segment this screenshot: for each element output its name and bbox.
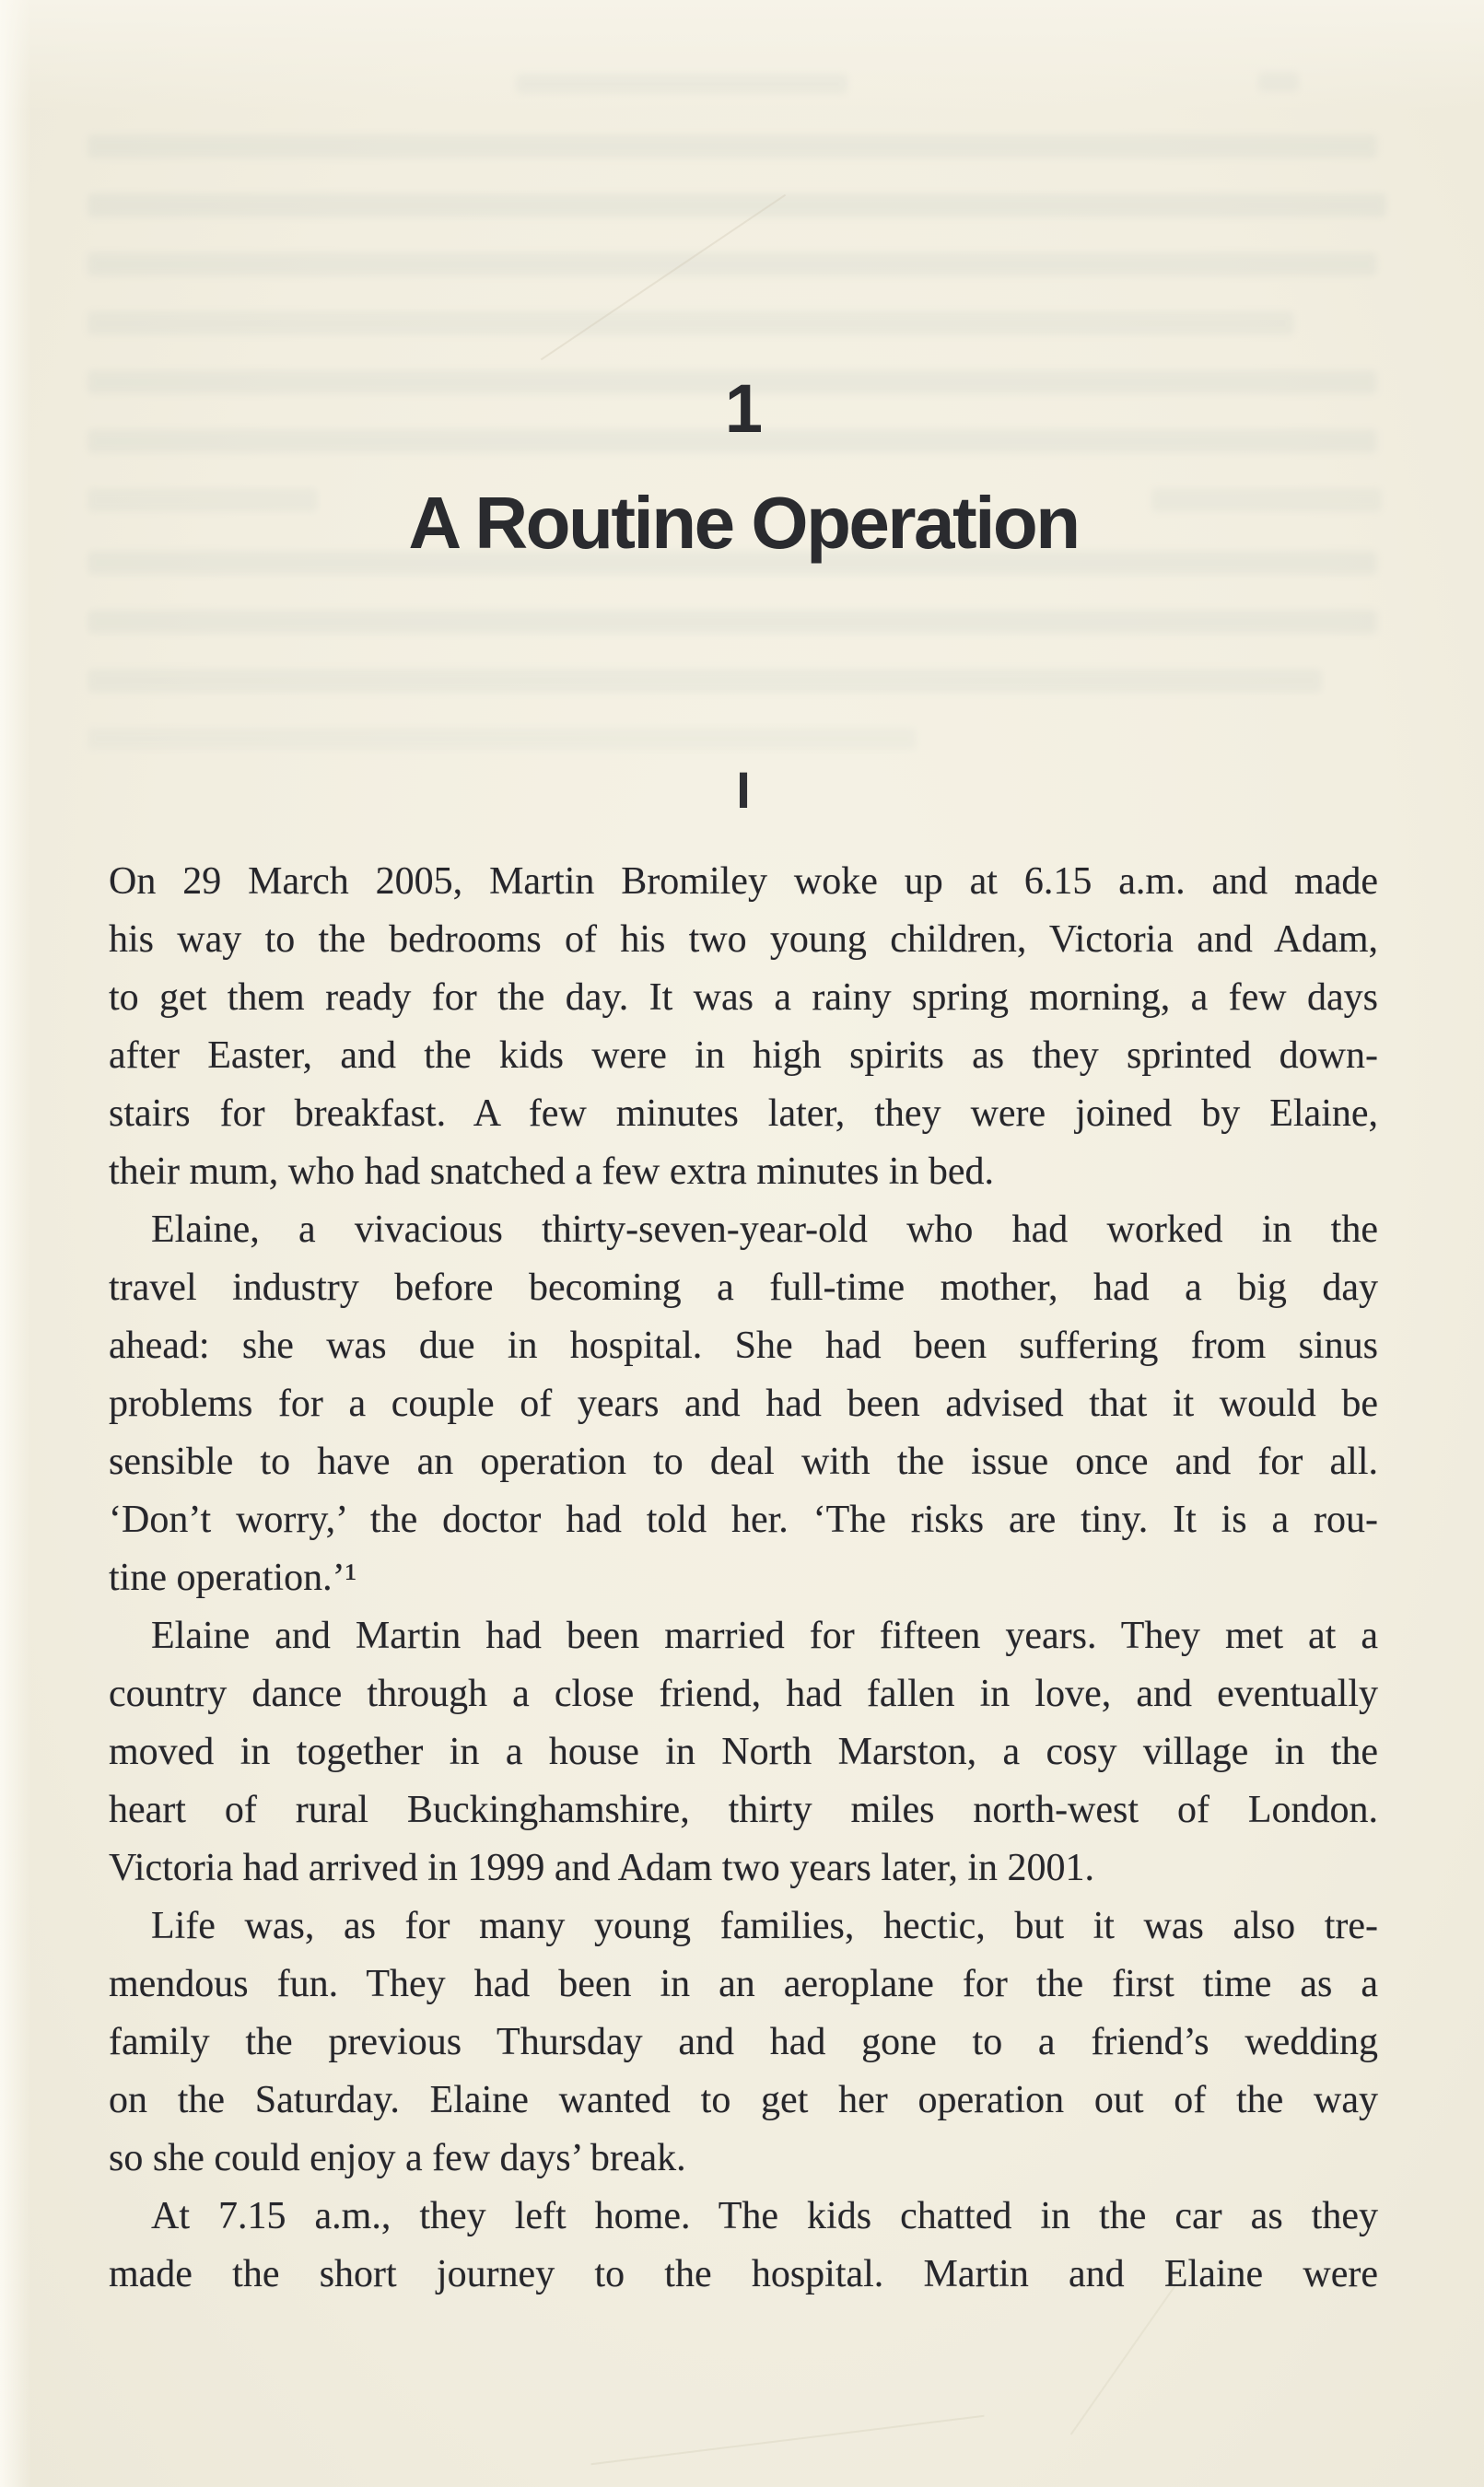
body-line: Victoria had arrived in 1999 and Adam two years later, in 2001. — [109, 1847, 1094, 1889]
body-line: country dance through a close friend, had fallen in love, and eventually — [109, 1673, 1378, 1715]
scratch-mark — [541, 194, 786, 361]
body-line: ‘Don’t worry,’ the doctor had told her. ‘The risks are tiny. It is a rou- — [109, 1499, 1378, 1541]
chapter-title: A Routine Operation — [408, 482, 1079, 564]
ghost-text-line — [88, 193, 1386, 217]
body-line: after Easter, and the kids were in high spirits as they sprinted down- — [109, 1034, 1378, 1077]
section-marker: I — [736, 761, 751, 819]
body-line: on the Saturday. Elaine wanted to get her operation out of the way — [109, 2079, 1378, 2121]
ghost-text-line — [88, 669, 1322, 693]
body-text — [109, 853, 1378, 2304]
body-line: travel industry before becoming a full-time mother, had a big day — [109, 1267, 1378, 1309]
body-line: At 7.15 a.m., they left home. The kids chatted in the car as they — [151, 2195, 1378, 2237]
ghost-text-line — [88, 728, 917, 750]
body-line: problems for a couple of years and had been advised that it would be — [109, 1383, 1378, 1425]
body-line: Elaine and Martin had been married for fifteen years. They met at a — [151, 1615, 1378, 1657]
body-line: moved in together in a house in North Marston, a cosy village in the — [109, 1731, 1378, 1773]
body-line: Elaine, a vivacious thirty-seven-year-old who had worked in the — [151, 1208, 1378, 1251]
body-line: his way to the bedrooms of his two young children, Victoria and Adam, — [109, 918, 1378, 961]
body-line: Life was, as for many young families, hectic, but it was also tre- — [151, 1905, 1378, 1947]
scratch-mark — [1070, 2283, 1177, 2435]
body-line: tine operation.’¹ — [109, 1557, 357, 1599]
ghost-text-line — [516, 74, 847, 94]
chapter-number: 1 — [724, 370, 763, 447]
scratch-mark — [590, 2415, 984, 2465]
body-line: sensible to have an operation to deal with the issue once and for all. — [109, 1441, 1378, 1483]
ghost-text-line — [88, 610, 1377, 634]
body-line: their mum, who had snatched a few extra minutes in bed. — [109, 1150, 995, 1193]
ghost-text-line — [88, 311, 1294, 335]
body-line: On 29 March 2005, Martin Bromiley woke up at 6.15 a.m. and made — [109, 860, 1378, 903]
body-line: family the previous Thursday and had gone to a friend’s wedding — [109, 2021, 1378, 2063]
body-line: so she could enjoy a few days’ break. — [109, 2137, 686, 2179]
ghost-text-line — [88, 134, 1377, 158]
ghost-text-line — [88, 252, 1377, 276]
body-line: mendous fun. They had been in an aeroplane for the first time as a — [109, 1963, 1378, 2005]
body-line: heart of rural Buckinghamshire, thirty miles north-west of London. — [109, 1789, 1378, 1831]
ghost-text-line — [1258, 72, 1299, 92]
body-line: made the short journey to the hospital. Martin and Elaine were — [109, 2253, 1378, 2295]
body-line: to get them ready for the day. It was a rainy spring morning, a few days — [109, 976, 1378, 1019]
body-line: ahead: she was due in hospital. She had been suffering from sinus — [109, 1325, 1378, 1367]
body-line: stairs for breakfast. A few minutes later, they were joined by Elaine, — [109, 1092, 1378, 1135]
